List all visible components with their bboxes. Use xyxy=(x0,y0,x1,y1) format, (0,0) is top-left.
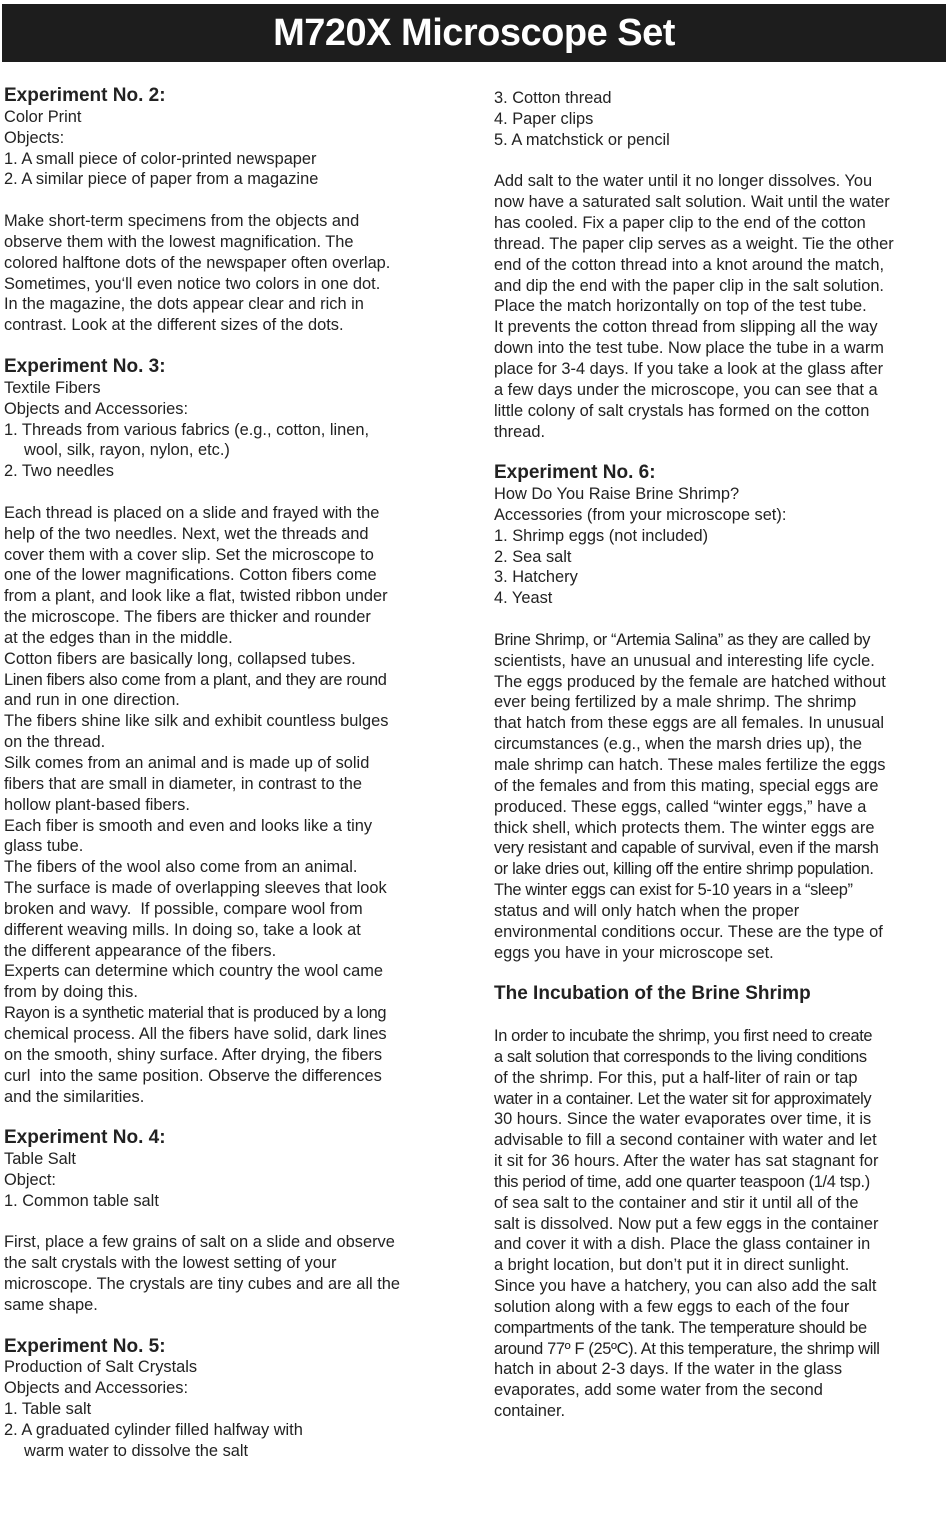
list-item: 1. Threads from various fabrics (e.g., cotton, linen, xyxy=(4,420,370,439)
body-line: around 77º F (25ºC). At this temperature, the shrimp will xyxy=(494,1339,880,1358)
experiment-3-body xyxy=(4,503,462,1107)
body-line: same shape. xyxy=(4,1295,98,1314)
list-item: 2. Two needles xyxy=(4,462,114,481)
body-line: of sea salt to the container and stir it until all of the xyxy=(494,1193,859,1212)
list-item: 3. Cotton thread xyxy=(494,89,612,107)
body-line: end of the cotton thread into a knot around the match, xyxy=(494,255,884,274)
body-line: Add salt to the water until it no longer dissolves. You xyxy=(494,172,873,191)
body-line: male shrimp can hatch. These males fertilize the eggs xyxy=(494,756,886,774)
body-line: and run in one direction. xyxy=(4,691,180,710)
body-line: of the shrimp. For this, put a half-liter of rain or tap xyxy=(494,1068,858,1087)
body-line: at the edges than in the middle. xyxy=(4,628,233,647)
experiment-3-objects-label: Objects and Accessories: xyxy=(4,399,189,418)
body-line: The fibers of the wool also come from an animal. xyxy=(4,858,358,877)
body-line: eggs you have in your microscope set. xyxy=(494,943,774,962)
body-line: Cotton fibers are basically long, collapsed tubes. xyxy=(4,649,356,668)
body-line: status and will only hatch when the proper xyxy=(494,901,800,920)
left-column xyxy=(4,86,462,1462)
body-line: little colony of salt crystals has formed on the cotton xyxy=(494,401,870,420)
body-line: thread. xyxy=(494,422,546,441)
body-line: the microscope. The fibers are thicker and rounder xyxy=(4,608,371,627)
body-line: hollow plant-based fibers. xyxy=(4,795,190,814)
experiment-5-section xyxy=(4,1337,462,1462)
list-item: 2. A graduated cylinder filled halfway with xyxy=(4,1421,303,1439)
body-line: ever being fertilized by a male shrimp. The shrimp xyxy=(494,693,857,712)
experiment-2-heading: Experiment No. 2: xyxy=(4,85,166,106)
body-line: water in a container. Let the water sit for approximately xyxy=(494,1089,872,1108)
body-line: the salt crystals with the lowest setting of your xyxy=(4,1254,337,1273)
experiment-2-body xyxy=(4,211,462,336)
experiment-5-subtitle: Production of Salt Crystals xyxy=(4,1358,198,1377)
experiment-6-subtitle: How Do You Raise Brine Shrimp? xyxy=(494,485,740,504)
experiment-6-body xyxy=(494,630,948,964)
body-line: one of the lower magnifications. Cotton fibers come xyxy=(4,566,377,585)
experiment-6-section xyxy=(494,463,948,963)
body-line: container. xyxy=(494,1402,566,1421)
body-line: colored halftone dots of the newspaper often overlap. xyxy=(4,253,391,272)
body-line: fibers that are small in diameter, in contrast to the xyxy=(4,774,363,793)
body-line: a salt solution that corresponds to the living conditions xyxy=(494,1047,867,1066)
body-line: solution along with a few eggs to each of the four xyxy=(494,1297,850,1316)
body-line: The surface is made of overlapping sleeves that look xyxy=(4,879,387,898)
body-line: contrast. Look at the different sizes of the dots. xyxy=(4,316,344,335)
list-item: 5. A matchstick or pencil xyxy=(494,130,670,149)
body-line: now have a saturated salt solution. Wait until the water xyxy=(494,193,890,212)
experiment-2-objects-label: Objects: xyxy=(4,128,65,147)
body-line: Linen fibers also come from a plant, and they are round xyxy=(4,670,387,689)
experiment-5-continued xyxy=(494,88,948,442)
body-line: Each fiber is smooth and even and looks like a tiny xyxy=(4,816,373,835)
body-line: The winter eggs can exist for 5-10 years in a “sleep” xyxy=(494,881,853,900)
body-line: Brine Shrimp, or “Artemia Salina” as they are called by xyxy=(494,630,871,649)
page-title-banner xyxy=(2,4,946,62)
body-line: on the smooth, shiny surface. After drying, the fibers xyxy=(4,1045,383,1064)
list-item: 2. A similar piece of paper from a magazine xyxy=(4,170,319,189)
body-line: Place the match horizontally on top of the test tube. xyxy=(494,297,867,316)
body-line: produced. These eggs, called “winter eggs,” have a xyxy=(494,797,867,816)
body-line: on the thread. xyxy=(4,733,106,752)
list-item: 1. Shrimp eggs (not included) xyxy=(494,526,709,545)
body-line: observe them with the lowest magnification. The xyxy=(4,232,354,251)
body-line: The eggs produced by the female are hatched without xyxy=(494,672,886,691)
list-item: 2. Sea salt xyxy=(494,547,572,566)
body-line: this period of time, add one quarter teaspoon (1/4 tsp.) xyxy=(494,1172,870,1191)
experiment-4-section xyxy=(4,1128,462,1316)
body-line: broken and wavy. If possible, compare wool from xyxy=(4,899,363,918)
body-line: compartments of the tank. The temperature should be xyxy=(494,1318,867,1337)
body-line: thread. The paper clip serves as a weight. Tie the other xyxy=(494,234,894,253)
body-line: and the similarities. xyxy=(4,1087,145,1106)
body-line: that hatch from these eggs are all females. In unusual xyxy=(494,714,884,733)
list-item-continuation: warm water to dissolve the salt xyxy=(24,1441,249,1460)
incubation-section xyxy=(494,984,948,1422)
experiment-6-objects-label: Accessories (from your microscope set): xyxy=(494,505,787,524)
body-line: advisable to fill a second container with water and let xyxy=(494,1131,877,1150)
body-line: glass tube. xyxy=(4,837,84,856)
page-title: M720X Microscope Set xyxy=(273,12,675,54)
experiment-3-subtitle: Textile Fibers xyxy=(4,378,101,397)
body-line: the different appearance of the fibers. xyxy=(4,941,277,960)
body-line: In order to incubate the shrimp, you first need to create xyxy=(494,1026,873,1045)
body-line: 30 hours. Since the water evaporates over time, it is xyxy=(494,1110,872,1129)
body-line: help of the two needles. Next, wet the threads and xyxy=(4,524,369,543)
body-line: a few days under the microscope, you can see that a xyxy=(494,380,878,399)
body-line: different weaving mills. In doing so, take a look at xyxy=(4,920,361,939)
experiment-6-heading: Experiment No. 6: xyxy=(494,462,656,484)
body-line: from by doing this. xyxy=(4,983,138,1002)
experiment-4-subtitle: Table Salt xyxy=(4,1150,76,1169)
body-line: hatch in about 2-3 days. If the water in the glass xyxy=(494,1360,843,1379)
experiment-3-heading: Experiment No. 3: xyxy=(4,355,166,377)
right-column xyxy=(494,88,948,1422)
body-line: Each thread is placed on a slide and frayed with the xyxy=(4,503,380,522)
body-line: chemical process. All the fibers have solid, dark lines xyxy=(4,1024,387,1043)
body-line: Silk comes from an animal and is made up of solid xyxy=(4,754,370,772)
list-item: 1. Common table salt xyxy=(4,1191,159,1210)
body-line: environmental conditions occur. These are the type of xyxy=(494,922,883,941)
body-line: circumstances (e.g., when the marsh dries up), the xyxy=(494,735,863,754)
experiment-5-heading: Experiment No. 5: xyxy=(4,1335,166,1357)
body-line: The fibers shine like silk and exhibit countless bulges xyxy=(4,712,389,731)
list-item-continuation: wool, silk, rayon, nylon, etc.) xyxy=(24,441,230,460)
body-line: Rayon is a synthetic material that is produced by a long xyxy=(4,1004,387,1023)
experiment-2-section xyxy=(4,86,462,336)
list-item: 4. Yeast xyxy=(494,589,553,608)
body-line: and cover it with a dish. Place the glass container in xyxy=(494,1235,871,1254)
experiment-3-section xyxy=(4,357,462,1107)
experiment-5-objects-label: Objects and Accessories: xyxy=(4,1379,189,1398)
body-line: Since you have a hatchery, you can also add the salt xyxy=(494,1277,877,1296)
experiment-4-body xyxy=(4,1232,462,1315)
body-line: has cooled. Fix a paper clip to the end of the cotton xyxy=(494,214,866,233)
body-line: microscope. The crystals are tiny cubes and are all the xyxy=(4,1275,400,1294)
body-line: and dip the end with the paper clip in the salt solution. xyxy=(494,276,884,295)
body-line: evaporates, add some water from the second xyxy=(494,1381,823,1400)
body-line: or lake dries out, killing off the entire shrimp population. xyxy=(494,860,874,879)
body-line: thick shell, which protects them. The winter eggs are xyxy=(494,818,875,837)
body-line: curl into the same position. Observe the differences xyxy=(4,1066,382,1085)
body-line: cover them with a cover slip. Set the microscope to xyxy=(4,545,374,564)
list-item: 4. Paper clips xyxy=(494,109,594,128)
experiment-4-objects-label: Object: xyxy=(4,1170,56,1189)
body-line: Experts can determine which country the wool came xyxy=(4,962,383,981)
body-line: of the females and from this mating, special eggs are xyxy=(494,776,879,795)
body-line: scientists, have an unusual and interesting life cycle. xyxy=(494,651,875,670)
body-line: very resistant and capable of survival, even if the marsh xyxy=(494,839,879,858)
incubation-body xyxy=(494,1026,948,1422)
list-item: 1. Table salt xyxy=(4,1400,92,1419)
body-line: In the magazine, the dots appear clear and rich in xyxy=(4,295,364,314)
body-line: down into the test tube. Now place the tube in a warm xyxy=(494,339,884,358)
body-line: First, place a few grains of salt on a slide and observe xyxy=(4,1233,395,1252)
incubation-heading: The Incubation of the Brine Shrimp xyxy=(494,983,811,1005)
body-line: from a plant, and look like a flat, twisted ribbon under xyxy=(4,587,388,606)
body-line: Make short-term specimens from the objects and xyxy=(4,212,360,231)
body-line: It prevents the cotton thread from slipping all the way xyxy=(494,318,878,337)
body-line: salt is dissolved. Now put a few eggs in the container xyxy=(494,1214,879,1233)
experiment-2-subtitle: Color Print xyxy=(4,107,82,126)
experiment-5-body xyxy=(494,171,948,442)
body-line: Sometimes, you‘ll even notice two colors in one dot. xyxy=(4,274,381,293)
body-line: a bright location, but don’t put it in direct sunlight. xyxy=(494,1256,850,1275)
experiment-4-heading: Experiment No. 4: xyxy=(4,1127,166,1149)
body-line: place for 3-4 days. If you take a look at the glass after xyxy=(494,359,884,378)
list-item: 3. Hatchery xyxy=(494,568,578,587)
body-line: it sit for 36 hours. After the water has sat stagnant for xyxy=(494,1152,879,1171)
list-item: 1. A small piece of color-printed newspaper xyxy=(4,149,317,168)
